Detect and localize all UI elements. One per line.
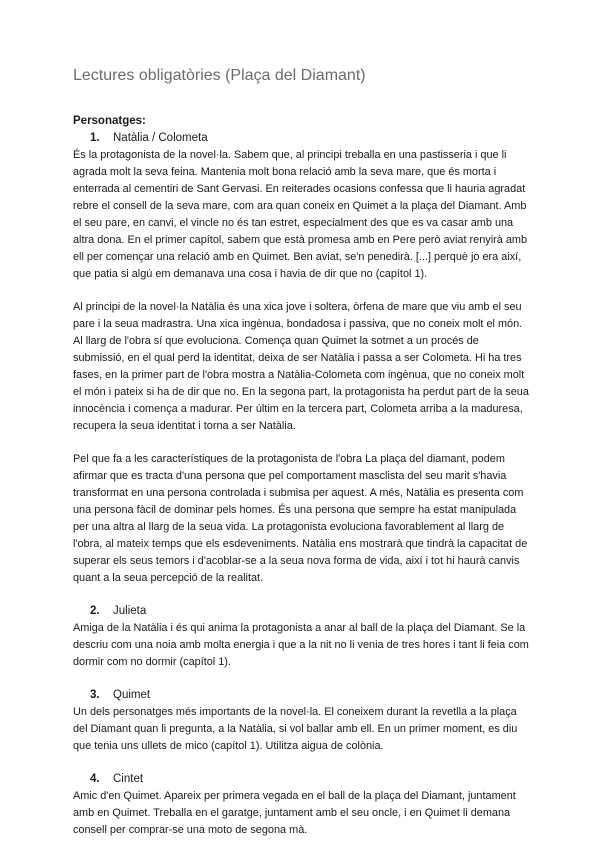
character-name: Natàlia / Colometa	[113, 132, 208, 144]
character-paragraph: Amic d'en Quimet. Apareix per primera vegada en el ball de la plaça del Diamant, juntament amb en Quimet. Treballa en el garatge, juntament amb el seu oncle, i en Quimet li demana consell per comprar-se una moto de segona mà.	[73, 790, 516, 836]
character-name: Cintet	[113, 773, 144, 785]
character-heading	[73, 771, 533, 788]
character-heading	[73, 130, 533, 147]
character-paragraph: Pel que fa a les característiques de la protagonista de l'obra La plaça del diamant, podem afirmar que es tracta d'una persona que pel comportament masclista del seu marit s'havia transformat en una persona controlada i submisa per aquest. A més, Natàlia es presenta com una persona fàcil de dominar pels homes. És una persona que sempre ha estat manipulada per una altra al llarg de la seua vida. La protagonista evoluciona favorablement al llarg de l'obra, al mateix temps que els esdeveniments. Natàlia ens mostrarà que tindrà la capacitat de superar els seus temors i d'acoblar-se a la seua nova forma de vida, així i tot hi haurà canvis quant a la seua percepció de la realitat.	[73, 453, 528, 584]
character-number: 2.	[90, 605, 100, 617]
character-section-cintet	[73, 771, 533, 839]
character-number: 4.	[90, 773, 100, 785]
section-heading-personatges: Personatges:	[73, 115, 146, 127]
character-number: 1.	[90, 132, 100, 144]
character-paragraph: Un dels personatges més importants de la novel·la. El coneixem durant la revetlla a la plaça del Diamant quan li pregunta, a la Natàlia, si vol ballar amb ell. En un primer moment, es diu que tenia uns ullets de mico (capítol 1). Utilitza aigua de colònia.	[73, 706, 518, 752]
character-paragraph: Al principi de la novel·la Natàlia és una xica jove i soltera, òrfena de mare que viu amb el seu pare i la seua madrastra. Una xica ingènua, bondadosa i passiva, que no coneix molt el món. Al llarg de l'obra sí que evoluciona. Comença quan Quimet la sotmet a un procés de submissió, en el qual perd la identitat, deixa de ser Natàlia i passa a ser Colometa. Hi ha tres fases, en la primer part de l'obra mostra a Natàlia-Colometa com ingènua, que no coneix molt el món i pateix si ha de dir que no. En la segona part, la protagonista ha perdut part de la seua innocència i comença a madurar. Per últim en la tercera part, Colometa arriba a la maduresa, recupera la seua identitat i torna a ser Natàlia.	[73, 301, 529, 432]
document-title: Lectures obligatòries (Plaça del Diamant)	[73, 67, 366, 84]
character-heading	[73, 603, 533, 620]
character-heading	[73, 687, 533, 704]
character-paragraph: És la protagonista de la novel·la. Sabem que, al principi treballa en una pastisseria i que li agrada molt la seva feina. Mantenia molt bona relació amb la seva mare, que és morta i enterrada al cementiri de Sant Gervasi. En reiterades ocasions confessa que li hauria agradat rebre el consell de la seva mare, com ara quan coneix en Quimet a la plaça del Diamant. Amb el seu pare, en canvi, el vincle no és tan estret, especialment des que es va casar amb una altra dona. En el primer capítol, sabem que està promesa amb en Pere però aviat renyirà amb ell per començar una relació amb en Quimet. Ben aviat, se'n penedirà. [...] perquè jo era així, que patia si algú em demanava una cosa i havia de dir que no (capítol 1).	[73, 149, 528, 280]
character-name: Quimet	[113, 689, 151, 701]
character-section-quimet	[73, 687, 533, 755]
document-page	[73, 66, 533, 839]
character-paragraph: Amiga de la Natàlia i és qui anima la protagonista a anar al ball de la plaça del Diamant. Se la descriu com una noia amb molta energia i que a la nit no li venia de tres hores i tant li feia com dormir com no dormir (capítol 1).	[73, 622, 529, 668]
character-section-natalia	[73, 130, 533, 587]
character-name: Julieta	[113, 605, 147, 617]
character-number: 3.	[90, 689, 100, 701]
character-section-julieta	[73, 603, 533, 671]
